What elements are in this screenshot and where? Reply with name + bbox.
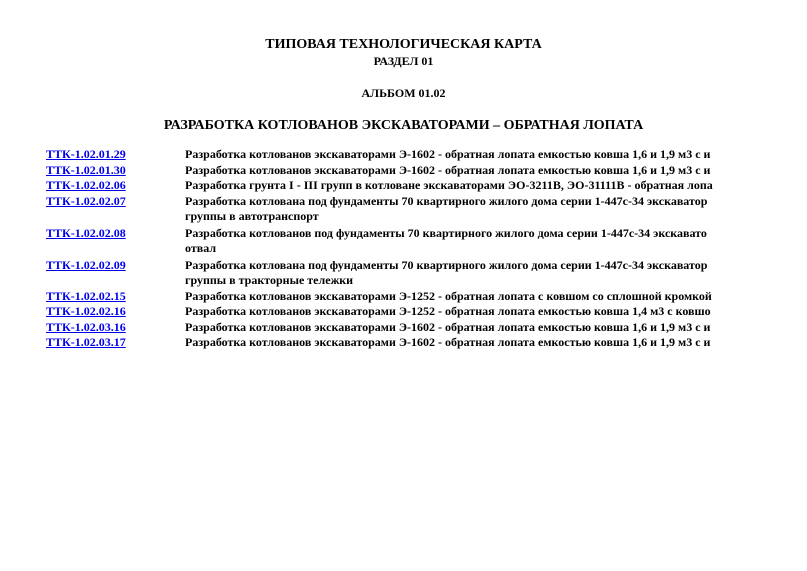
entry-description xyxy=(185,335,771,351)
entry-code-link[interactable]: ТТК-1.02.02.09 xyxy=(46,257,126,272)
entry-code-link[interactable]: ТТК-1.02.02.07 xyxy=(46,193,126,208)
entry-description xyxy=(185,163,771,179)
entry-description-line: Разработка котлованов экскаваторами Э-1602 - обратная лопата емкостью ковша 1,6 и 1,9 м3 с и xyxy=(185,162,711,177)
entry-description-continuation: группы в автотранспорт xyxy=(185,209,319,223)
entry-description xyxy=(185,258,771,289)
entry-description xyxy=(185,226,771,257)
list-item xyxy=(46,226,771,257)
list-item xyxy=(46,335,771,351)
entry-code-link[interactable]: ТТК-1.02.02.16 xyxy=(46,304,126,318)
list-item xyxy=(46,289,771,305)
entry-description-line: Разработка котлованов экскаваторами Э-1252 - обратная лопата емкостью ковша 1,4 м3 с ковшо xyxy=(185,304,711,318)
entry-description-line: Разработка котлованов под фундаменты 70 квартирного жилого дома серии 1-447с-34 экскавато xyxy=(185,225,707,240)
list-item xyxy=(46,320,771,336)
entry-list xyxy=(46,147,771,351)
entry-description-line: Разработка котлованов экскаваторами Э-1602 - обратная лопата емкостью ковша 1,6 и 1,9 м3 с и xyxy=(185,319,711,334)
list-item xyxy=(46,194,771,225)
entry-description xyxy=(185,320,771,336)
entry-code-link[interactable]: ТТК-1.02.03.16 xyxy=(46,319,126,334)
entry-code-link[interactable]: ТТК-1.02.01.29 xyxy=(46,147,126,161)
entry-description-line: Разработка котлована под фундаменты 70 квартирного жилого дома серии 1-447с-34 экскаватор xyxy=(185,193,708,208)
list-item xyxy=(46,147,771,163)
entry-description-line: Разработка грунта I - III групп в котловане экскаваторами ЭО-3211В, ЭО-31111В - обратная лопа xyxy=(185,178,713,192)
album-subtitle: РАЗРАБОТКА КОТЛОВАНОВ ЭКСКАВАТОРАМИ – ОБРАТНАЯ ЛОПАТА xyxy=(163,118,644,133)
entry-code-link[interactable]: ТТК-1.02.03.17 xyxy=(46,335,126,349)
entry-description-continuation: отвал xyxy=(185,241,217,255)
album-label: АЛЬБОМ 01.02 xyxy=(361,86,446,100)
entry-code-link[interactable]: ТТК-1.02.02.06 xyxy=(46,178,126,192)
section-label: РАЗДЕЛ 01 xyxy=(373,54,434,68)
list-item xyxy=(46,304,771,320)
entry-description xyxy=(185,194,771,225)
entry-code-link[interactable]: ТТК-1.02.02.08 xyxy=(46,225,126,240)
list-item xyxy=(46,163,771,179)
entry-description-line: Разработка котлованов экскаваторами Э-1602 - обратная лопата емкостью ковша 1,6 и 1,9 м3 с и xyxy=(185,335,711,349)
entry-description xyxy=(185,178,771,194)
entry-description-continuation: группы в тракторные тележки xyxy=(185,273,354,287)
entry-description xyxy=(185,289,771,305)
entry-description xyxy=(185,304,771,320)
document-title: ТИПОВАЯ ТЕХНОЛОГИЧЕСКАЯ КАРТА xyxy=(265,37,542,52)
entry-description-line: Разработка котлованов экскаваторами Э-1252 - обратная лопата с ковшом со сплошной кромкой xyxy=(185,288,712,303)
entry-description-line: Разработка котлована под фундаменты 70 квартирного жилого дома серии 1-447с-34 экскаватор xyxy=(185,257,708,272)
list-item xyxy=(46,258,771,289)
entry-description-line: Разработка котлованов экскаваторами Э-1602 - обратная лопата емкостью ковша 1,6 и 1,9 м3 с и xyxy=(185,147,711,161)
entry-code-link[interactable]: ТТК-1.02.01.30 xyxy=(46,162,126,177)
entry-description xyxy=(185,147,771,163)
entry-code-link[interactable]: ТТК-1.02.02.15 xyxy=(46,288,126,303)
list-item xyxy=(46,178,771,194)
